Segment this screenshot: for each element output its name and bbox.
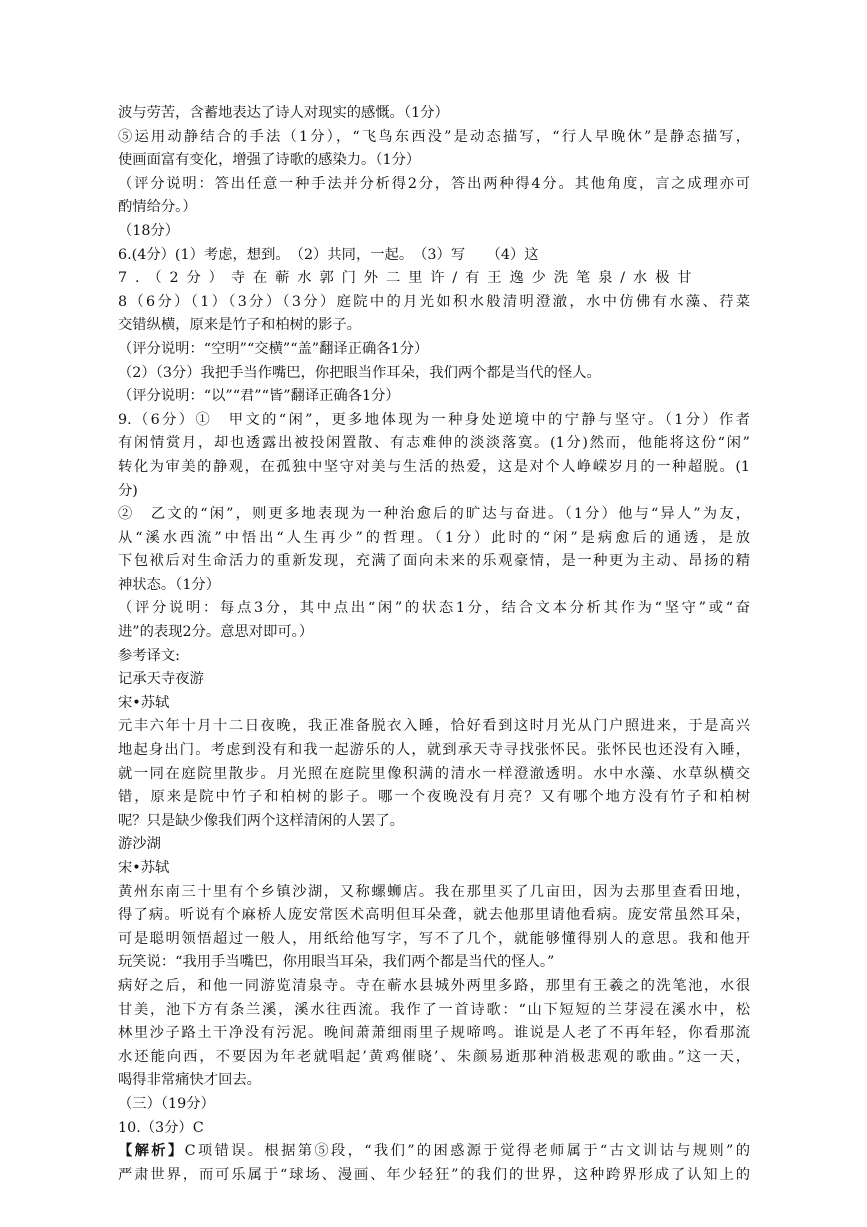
answer-key-text xyxy=(118,102,750,1187)
text-line: ⑤运用动静结合的手法（1分），“飞鸟东西没”是动态描写，“行人早晚休”是静态描写， xyxy=(118,128,750,145)
text-line: 呢？只是缺少像我们两个这样清闲的人罢了。 xyxy=(118,812,404,829)
text-line: （评分说明：“空明”“交横”“盖”翻译正确各1分） xyxy=(118,340,429,357)
text-line: （评分说明：每点3分，其中点出“闲”的状态1分，结合文本分析其作为“坚守”或“奋 xyxy=(118,600,750,617)
text-line: 严肃世界，而可乐属于“球场、漫画、年少轻狂”的我们的世界，这种跨界形成了认知上的 xyxy=(118,1166,750,1183)
text-line: 游沙湖 xyxy=(118,836,161,853)
text-line: 7.（2分）寺在蕲水郭门外二里许/有王逸少洗笔泉/水极甘 xyxy=(118,270,700,287)
text-line: 记承天寺夜游 xyxy=(118,671,204,688)
text-line: 得了病。听说有个麻桥人庞安常医术高明但耳朵聋，就去他那里请他看病。庞安常虽然耳朵， xyxy=(118,907,750,924)
text-line: 病好之后，和他一同游览清泉寺。寺在蕲水县城外两里多路，那里有王羲之的洗笔池，水很 xyxy=(118,977,750,994)
text-line: 水还能向西，不要因为年老就唱起’黄鸡催晓’、朱颜易逝那种消极悲观的歌曲。”这一天， xyxy=(118,1048,750,1065)
text-line: 分) xyxy=(118,482,138,499)
text-line: （评分说明：答出任意一种手法并分析得2分，答出两种得4分。其他角度，言之成理亦可 xyxy=(118,175,750,192)
text-line: 地起身出门。考虑到没有和我一起游乐的人，就到承天寺寻找张怀民。张怀民也还没有入睡， xyxy=(118,742,750,759)
text-line: 转化为审美的静观，在孤独中坚守对美与生活的热爱，这是对个人峥嵘岁月的一种超脱。(1 xyxy=(118,458,750,475)
text-line: 有闲情赏月，却也透露出被投闲置散、有志难伸的淡淡落寞。(1分)然而，他能将这份“闲” xyxy=(118,435,750,452)
text-line: 【解析】C项错误。根据第⑤段，“我们”的困惑源于觉得老师属于“古文训诂与规则”的 xyxy=(118,1143,751,1160)
text-line: 酌情给分。） xyxy=(118,199,197,216)
text-line: 8（6分）（1）（3分）（3分）庭院中的月光如积水般清明澄澈，水中仿佛有水藻、荇菜 xyxy=(118,293,750,310)
text-line: 玩笑说：“我用手当嘴巴，你用眼当耳朵，我们两个都是当代的怪人。” xyxy=(118,954,555,971)
text-line: 参考译文: xyxy=(118,647,181,664)
text-line: 6.(4分）(1）考虑，想到。 （2）共同，一起。 （3）写 （4）这 xyxy=(118,246,539,263)
text-line: ② 乙文的“闲”，则更多地表现为一种治愈后的旷达与奋进。（1分）他与“异人”为友， xyxy=(118,506,750,523)
text-line: （2）（3分）我把手当作嘴巴，你把眼当作耳朵，我们两个都是当代的怪人。 xyxy=(118,364,601,381)
text-line: 林里沙子路土干净没有污泥。晚间萧萧细雨里子规啼鸣。谁说是人老了不再年轻，你看那流 xyxy=(118,1025,750,1042)
text-line: 可是聪明领悟超过一般人，用纸给他写字，写不了几个，就能够懂得别人的意思。我和他开 xyxy=(118,930,750,947)
analysis-marker: 【解析】 xyxy=(118,1143,185,1160)
text-line: 9.（6分）① 甲文的“闲”，更多地体现为一种身处逆境中的宁静与坚守。（1分）作者 xyxy=(118,411,750,428)
text-line: 宋•苏轼 xyxy=(118,860,170,876)
text-line: 元丰六年十月十二日夜晚，我正准备脱衣入睡，恰好看到这时月光从门户照进来，于是高兴 xyxy=(118,718,750,735)
text-line: 使画面富有变化，增强了诗歌的感染力。（1分） xyxy=(118,152,421,169)
text-line: 就一同在庭院里散步。月光照在庭院里像积满的清水一样澄澈透明。水中水藻、水草纵横交 xyxy=(118,765,750,782)
text-line: （18分） xyxy=(118,222,180,239)
text-line: 波与劳苦，含蓄地表达了诗人对现实的感慨。（1分） xyxy=(118,105,449,121)
text-line: （三）（19分） xyxy=(118,1095,215,1112)
text-line: 10.（3分）C xyxy=(118,1119,204,1136)
text-line: （评分说明：“以”“君”“皆”翻译正确各1分） xyxy=(118,388,400,405)
text-line: 喝得非常痛快才回去。 xyxy=(118,1072,261,1089)
text-line: 宋•苏轼 xyxy=(118,694,170,711)
text-line: 神状态。（1分） xyxy=(118,576,221,593)
text-line: 甘美，池下方有条兰溪，溪水往西流。我作了一首诗歌：“山下短短的兰芽浸在溪水中，松 xyxy=(118,1001,750,1018)
text-line: 错，原来是院中竹子和柏树的影子。哪一个夜晚没有月亮？又有哪个地方没有竹子和柏树 xyxy=(118,789,750,806)
text-line: 黄州东南三十里有个乡镇沙湖，又称螺蛳店。我在那里买了几亩田，因为去那里查看田地， xyxy=(118,883,750,900)
text-line: 从“溪水西流”中悟出“人生再少”的哲理。（1分）此时的“闲”是病愈后的通透，是放 xyxy=(118,529,750,546)
text-line: 下包袱后对生命活力的重新发现，充满了面向未来的乐观豪情，是一种更为主动、昂扬的精 xyxy=(118,553,750,570)
text-line: 交错纵横，原来是竹子和柏树的影子。 xyxy=(118,317,362,334)
text-line: 进”的表现2分。意思对即可。） xyxy=(118,624,314,641)
